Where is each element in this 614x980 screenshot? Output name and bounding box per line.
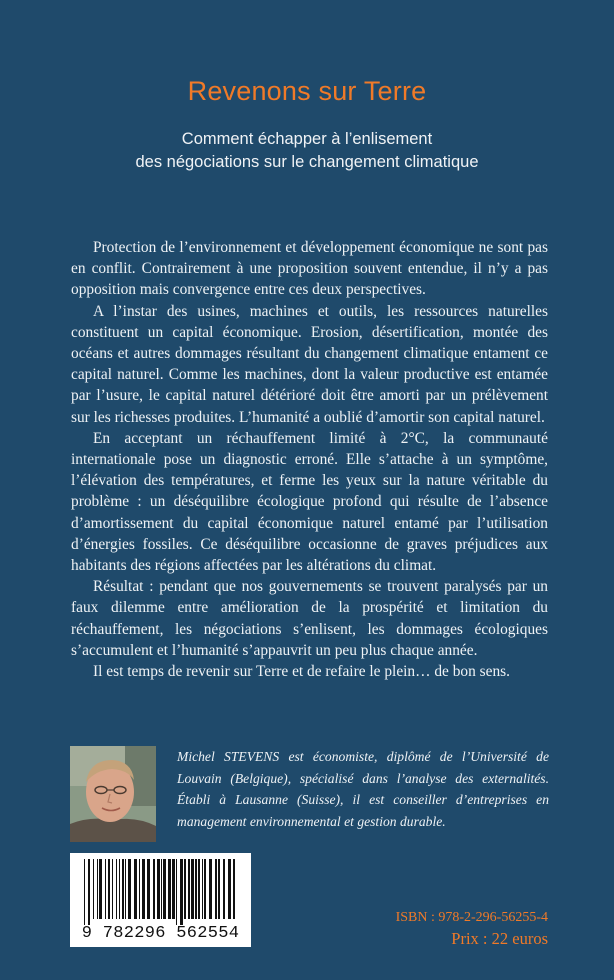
author-bio: Michel STEVENS est économiste, diplômé de l’Université de Louvain (Belgique), spécialisé dans l’analyse des externalités. Établi à Lausanne (Suisse), il est conseiller d’entreprises en management environnemental et gestion durable. xyxy=(177,749,549,829)
subtitle-line: Comment échapper à l’enlisement xyxy=(181,130,433,148)
blurb-paragraph: A l’instar des usines, machines et outils, les ressources naturelles constituent un capital économique. Erosion, désertification, montée des océans et autres dommages résultant du changement climatique entament ce capital naturel. Comme les machines, dont la valeur productive est entamée par l’usure, le capital naturel détérioré doit être amorti par un prélèvement sur les richesses produites. L’humanité a oublié d’amortir son capital naturel. xyxy=(71,302,548,426)
subtitle-line: des négociations sur le changement climatique xyxy=(135,153,479,171)
book-subtitle xyxy=(0,128,614,174)
blurb-paragraph: Résultat : pendant que nos gouvernements se trouvent paralysés par un faux dilemme entre amélioration de la prospérité et limitation du réchauffement, les négociations s’enlisent, les dommages écologiques s’accumulent et l’humanité s’appauvrit un peu plus chaque année. xyxy=(71,578,548,659)
isbn-barcode xyxy=(70,853,251,947)
author-portrait-icon xyxy=(70,746,156,842)
blurb-paragraph: Protection de l’environnement et développement économique ne sont pas en conflit. Contrairement à une proposition souvent entendue, il n’y a pas opposition mais convergence entre ces deux perspectives. xyxy=(71,239,548,299)
blurb-paragraph: Il est temps de revenir sur Terre et de refaire le plein… de bon sens. xyxy=(93,663,511,681)
book-price: Prix : 22 euros xyxy=(451,929,548,948)
blurb-text xyxy=(71,237,548,682)
author-photo xyxy=(70,746,156,842)
isbn-number: ISBN : 978-2-296-56255-4 xyxy=(395,910,548,925)
barcode-digits: 9 782296 562554 xyxy=(81,924,240,943)
blurb-paragraph: En acceptant un réchauffement limité à 2°C, la communauté internationale pose un diagnostic erroné. Elle s’attache à un symptôme, l’élévation des températures, et ferme les yeux sur la nature véritable du problème : un déséquilibre écologique profond qui résulte de l’absence d’amortissement du capital économique naturel entamé par l’utilisation d’énergies fossiles. Ce déséquilibre occasionne de graves préjudices aux habitants des régions affectées par les altérations du climat. xyxy=(71,429,548,575)
book-title: Revenons sur Terre xyxy=(187,76,427,106)
